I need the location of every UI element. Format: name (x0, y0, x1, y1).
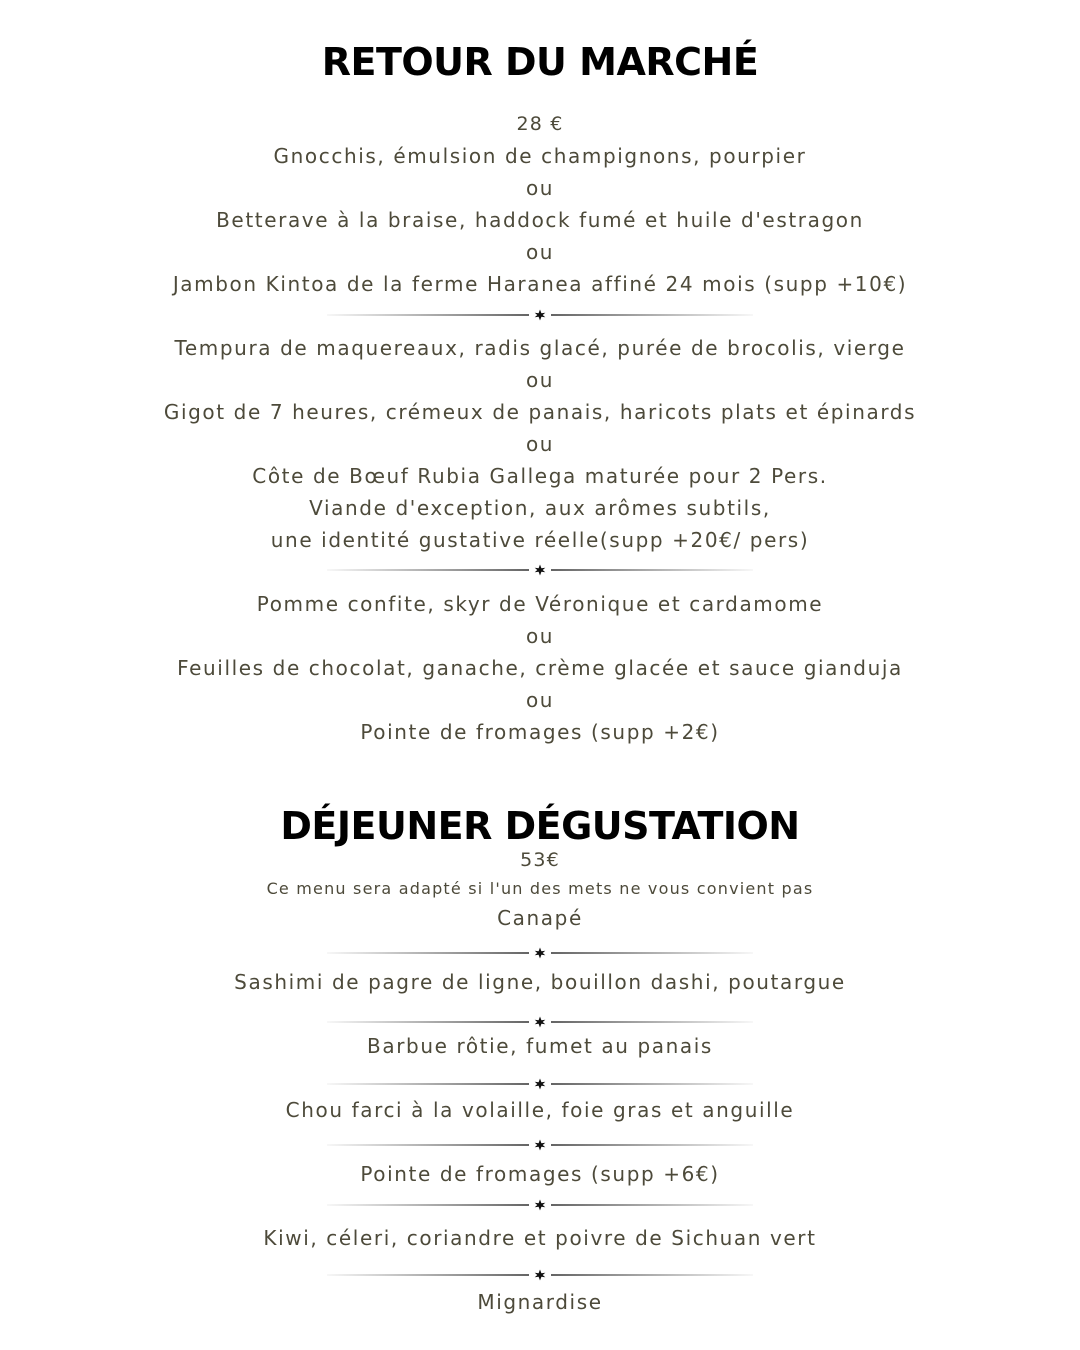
starter-option: Betterave à la braise, haddock fumé et huile d'estragon (216, 208, 864, 232)
menu-price: 28 € (516, 113, 564, 135)
or-separator: ou (525, 176, 555, 200)
star-ornament-icon (327, 564, 753, 576)
course-item: Chou farci à la volaille, foie gras et anguille (285, 1098, 795, 1122)
course-item: Kiwi, céleri, coriandre et poivre de Sichuan vert (263, 1226, 817, 1250)
star-ornament-icon (327, 1269, 753, 1281)
star-ornament-icon (327, 309, 753, 321)
main-option: Gigot de 7 heures, crémeux de panais, haricots plats et épinards (163, 400, 917, 424)
menu-note: Ce menu sera adapté si l'un des mets ne vous convient pas (266, 879, 814, 898)
dessert-option: Feuilles de chocolat, ganache, crème glacée et sauce gianduja (177, 656, 903, 680)
star-ornament-icon (327, 1139, 753, 1151)
course-item: Canapé (497, 906, 583, 930)
dessert-option: Pointe de fromages (supp +2€) (360, 720, 720, 744)
star-ornament-icon (327, 1199, 753, 1211)
or-separator: ou (525, 624, 555, 648)
main-option: Tempura de maquereaux, radis glacé, purée de brocolis, vierge (174, 336, 906, 360)
star-ornament-icon (327, 947, 753, 959)
star-ornament-icon (327, 1078, 753, 1090)
course-item: Barbue rôtie, fumet au panais (367, 1034, 713, 1058)
course-item: Mignardise (477, 1290, 603, 1314)
starter-option: Gnocchis, émulsion de champignons, pourpier (273, 144, 807, 168)
dessert-option: Pomme confite, skyr de Véronique et cardamome (256, 592, 824, 616)
main-option: Côte de Bœuf Rubia Gallega maturée pour 2 Pers. (252, 464, 828, 488)
starter-option: Jambon Kintoa de la ferme Haranea affiné 24 mois (supp +10€) (172, 272, 908, 296)
menu-price: 53€ (520, 849, 560, 871)
course-item: Pointe de fromages (supp +6€) (360, 1162, 720, 1186)
menu-title-retour-du-marche: RETOUR DU MARCHÉ (321, 40, 759, 84)
star-ornament-icon (327, 1016, 753, 1028)
main-option-description: une identité gustative réelle(supp +20€/ pers) (270, 528, 810, 552)
or-separator: ou (525, 688, 555, 712)
or-separator: ou (525, 432, 555, 456)
main-option-description: Viande d'exception, aux arômes subtils, (309, 496, 771, 520)
or-separator: ou (525, 240, 555, 264)
menu-title-dejeuner-degustation: DÉJEUNER DÉGUSTATION (280, 804, 800, 848)
course-item: Sashimi de pagre de ligne, bouillon dashi, poutargue (234, 970, 846, 994)
or-separator: ou (525, 368, 555, 392)
